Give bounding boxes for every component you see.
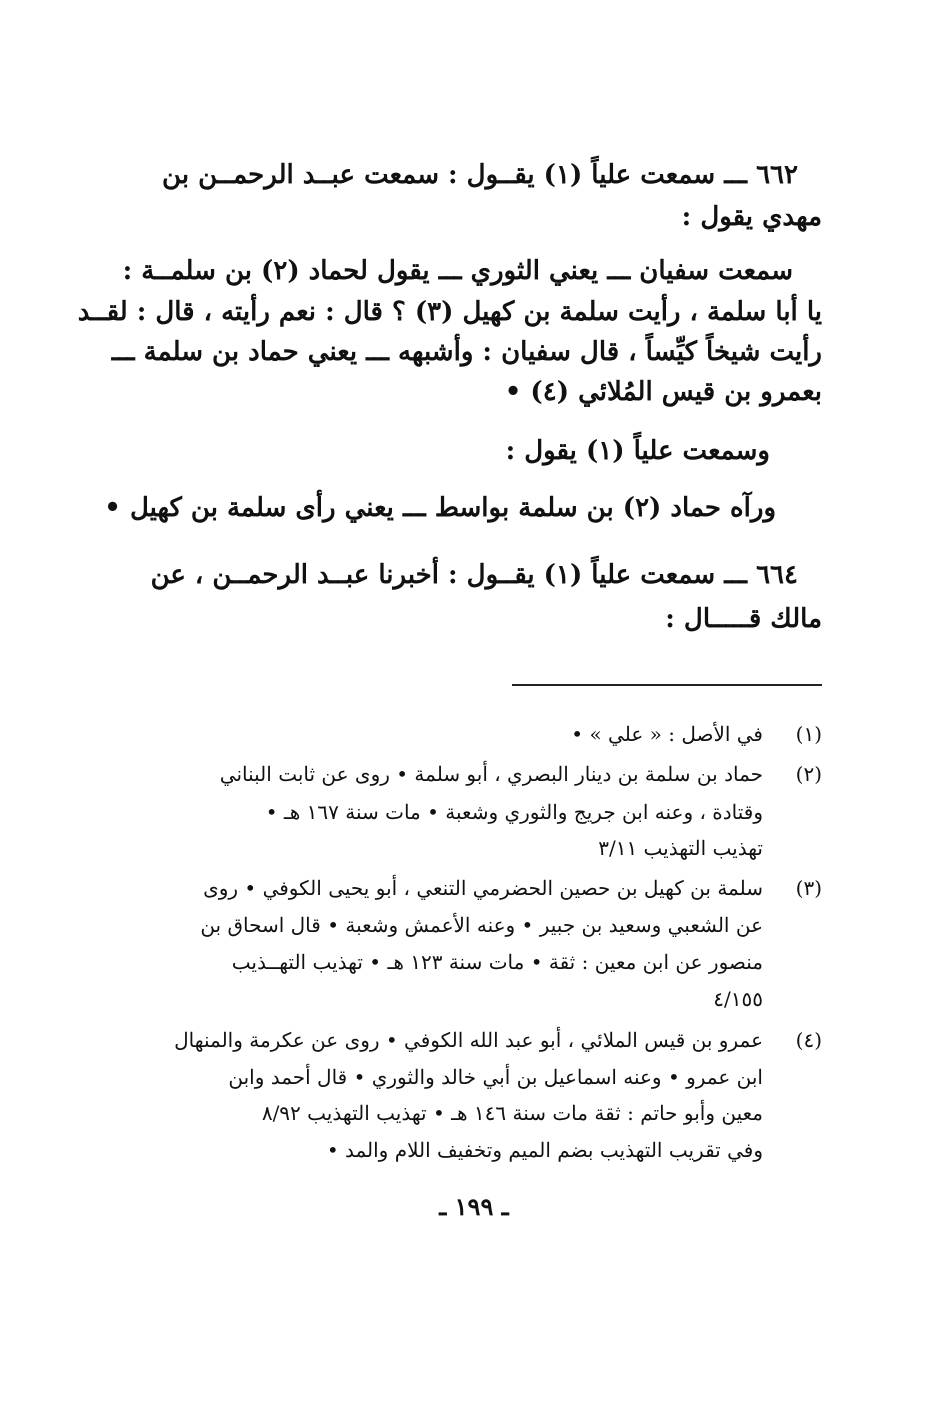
footnote-line: تهذيب التهذيب ٣/١١ (598, 836, 763, 860)
body-line: ورآه حماد (٢) بن سلمة بواسط ـــ يعني رأى سلمة بن كهيل • (104, 493, 776, 523)
body-line: ٦٦٤ ـــ سمعت علياً (١) يقــول : أخبرنا عبــد الرحمــن ، عن (150, 560, 798, 590)
footnote-number: (١) (795, 722, 822, 746)
footnote-line: سلمة بن كهيل بن حصين الحضرمي التنعي ، أبو يحيى الكوفي • روى (203, 876, 763, 900)
body-line: سمعت سفيان ـــ يعني الثوري ـــ يقول لحماد (٢) بن سلمــة : (122, 256, 793, 286)
footnote-separator (512, 684, 822, 686)
footnote-number: (٤) (795, 1028, 822, 1052)
footnote-line: في الأصل : « علي » • (571, 722, 763, 746)
body-line: ٦٦٢ ـــ سمعت علياً (١) يقــول : سمعت عبــد الرحمــن بن (162, 160, 798, 190)
page-number: ـ ١٩٩ ـ (439, 1192, 509, 1221)
body-line: مهدي يقول : (681, 202, 822, 232)
footnote-number: (٢) (795, 762, 822, 786)
footnote-line: عن الشعبي وسعيد بن جبير • وعنه الأعمش وشعبة • قال اسحاق بن (200, 913, 763, 937)
footnote-line: ٤/١٥٥ (713, 987, 763, 1011)
body-line: بعمرو بن قيس المُلائي (٤) • (504, 377, 822, 407)
footnote-line: عمرو بن قيس الملائي ، أبو عبد الله الكوفي • روى عن عكرمة والمنهال (174, 1028, 763, 1052)
body-line: مالك قـــــال : (665, 604, 822, 634)
footnote-line: معين وأبو حاتم : ثقة مات سنة ١٤٦ هـ • تهذيب التهذيب ٨/٩٢ (261, 1101, 763, 1125)
footnote-line: ابن عمرو • وعنه اسماعيل بن أبي خالد والثوري • قال أحمد وابن (228, 1065, 763, 1089)
footnote-line: حماد بن سلمة بن دينار البصري ، أبو سلمة • روى عن ثابت البناني (219, 762, 763, 786)
footnote-number: (٣) (795, 876, 822, 900)
footnote-line: وفي تقريب التهذيب بضم الميم وتخفيف اللام والمد • (326, 1138, 763, 1162)
body-line: رأيت شيخاً كيِّساً ، قال سفيان : وأشبهه ـــ يعني حماد بن سلمة ـــ (111, 337, 822, 367)
footnote-line: منصور عن ابن معين : ثقة • مات سنة ١٢٣ هـ • تهذيب التهــذيب (231, 950, 763, 974)
footnote-line: وقتادة ، وعنه ابن جريج والثوري وشعبة • مات سنة ١٦٧ هـ • (265, 800, 763, 824)
body-line: يا أبا سلمة ، رأيت سلمة بن كهيل (٣) ؟ قال : نعم رأيته ، قال : لقــد (77, 297, 822, 327)
body-line: وسمعت علياً (١) يقول : (505, 436, 770, 466)
